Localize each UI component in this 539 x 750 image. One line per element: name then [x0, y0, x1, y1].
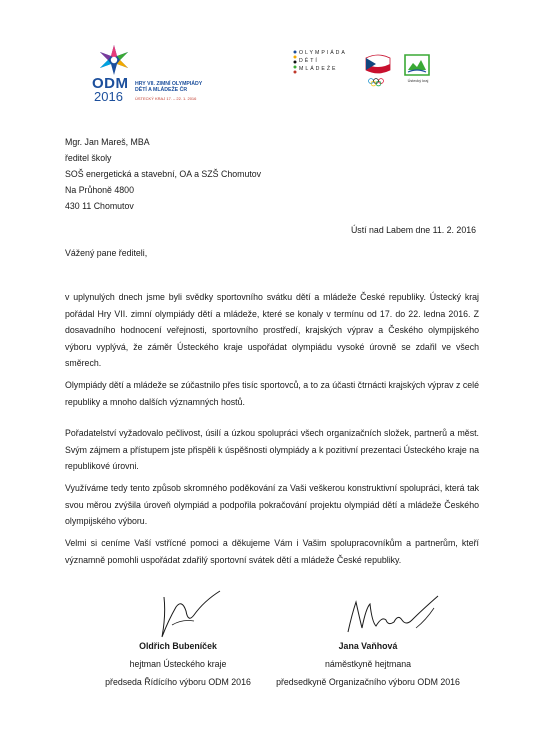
signature-vanhova	[342, 590, 452, 640]
odm-year: 2016	[94, 89, 123, 104]
body-paragraph-3: Pořadatelství vyžadovalo pečlivost, úsilí a úzkou spolupráci všech organizačních složek, partnerů a měst. Svým zájmem a přístupem jste přispěli k úspěšnosti olympiády a k pozitivní prezentaci Ústeckého kraje na republikové úrovni.	[65, 428, 479, 472]
signatory-1-role-1: hejtman Ústeckého kraje	[129, 659, 227, 669]
place-date: Ústí nad Labem dne 11. 2. 2016	[350, 225, 476, 235]
signatory-2-role-1: náměstkyně hejtmana	[324, 659, 412, 669]
recipient-city: 430 11 Chomutov	[65, 201, 134, 211]
czech-olympic-team-logo	[364, 54, 392, 88]
recipient-name: Mgr. Jan Mareš, MBA	[65, 137, 150, 147]
olympiada-line-2: DĚTÍ	[299, 58, 319, 64]
body-paragraph-1: v uplynulých dnech jsme byli svědky sportovního svátku dětí a mládeže České republiky. Ústecký kraj pořádal Hry VII. zimní olympiády dětí a mládeže, které se konaly v termínu od 17. do 22. ledna 2016. Z dosavadního hodnocení veřejnosti, sportovního prostředí, krajských výprav a Českého olympijského výboru vyplývá, že záměr Ústeckého kraje uspořádat olympiádu vysoké úrovně se zdařil ve všech směrech.	[65, 292, 479, 369]
odm-star-icon	[98, 44, 130, 76]
body-paragraph-2: Olympiády dětí a mládeže se zúčastnilo přes tisíc sportovců, a to za účasti čtrnácti krajských výprav z celé republiky a mnoho dalších významných hostů.	[65, 380, 479, 407]
signatory-2-role-2: předsedkyně Organizačního výboru ODM 2016	[276, 677, 460, 687]
signature-bubenicek	[142, 585, 242, 645]
odm-subtitle-3: ÚSTECKÝ KRAJ 17. – 22. 1. 2016	[135, 96, 197, 101]
odm-subtitle-1: HRY VII. ZIMNÍ OLYMPIÁDY	[135, 81, 203, 87]
olympiada-logo	[293, 50, 347, 90]
recipient-school: SOŠ energetická a stavební, OA a SZŠ Chomutov	[65, 169, 262, 179]
olympiada-line-3: MLÁDEŽE	[299, 66, 338, 72]
signatory-2-name: Jana Vaňhová	[338, 641, 398, 651]
recipient-role: ředitel školy	[65, 153, 112, 163]
ustecky-kraj-logo	[402, 51, 432, 89]
olympiada-line-1: OLYMPIÁDA	[299, 50, 347, 56]
odm-subtitle-2: DĚTÍ A MLÁDEŽE ČR	[135, 87, 188, 93]
kraj-label: Ústecký kraj	[407, 79, 429, 83]
salutation: Vážený pane řediteli,	[65, 248, 148, 258]
odm-2016-logo	[88, 44, 218, 108]
body-paragraph-5: Velmi si ceníme Vaší vstřícné pomoci a děkujeme Vám i Vašim spolupracovníkům a partnerům, kteří významně pomohli uspořádat zdařilý sportovní svátek dětí a mládeže České republiky.	[65, 538, 479, 565]
odm-word: ODM	[92, 75, 129, 92]
kraj-emblem-icon	[402, 51, 432, 79]
body-paragraph-4: Využíváme tedy tento způsob skromného poděkování za Vaši veškerou konstruktivní spolupráci, která tak svou měrou zvýšila úroveň olympiád a podpořila pokračování projektu olympiád dětí a mládeže Českého olympijského výboru.	[65, 483, 479, 527]
signatory-1-role-2: předseda Řídícího výboru ODM 2016	[105, 677, 251, 687]
recipient-street: Na Průhoně 4800	[65, 185, 134, 195]
signatory-1-name: Oldřich Bubeníček	[139, 641, 217, 651]
olympic-dots-icon	[293, 50, 297, 76]
